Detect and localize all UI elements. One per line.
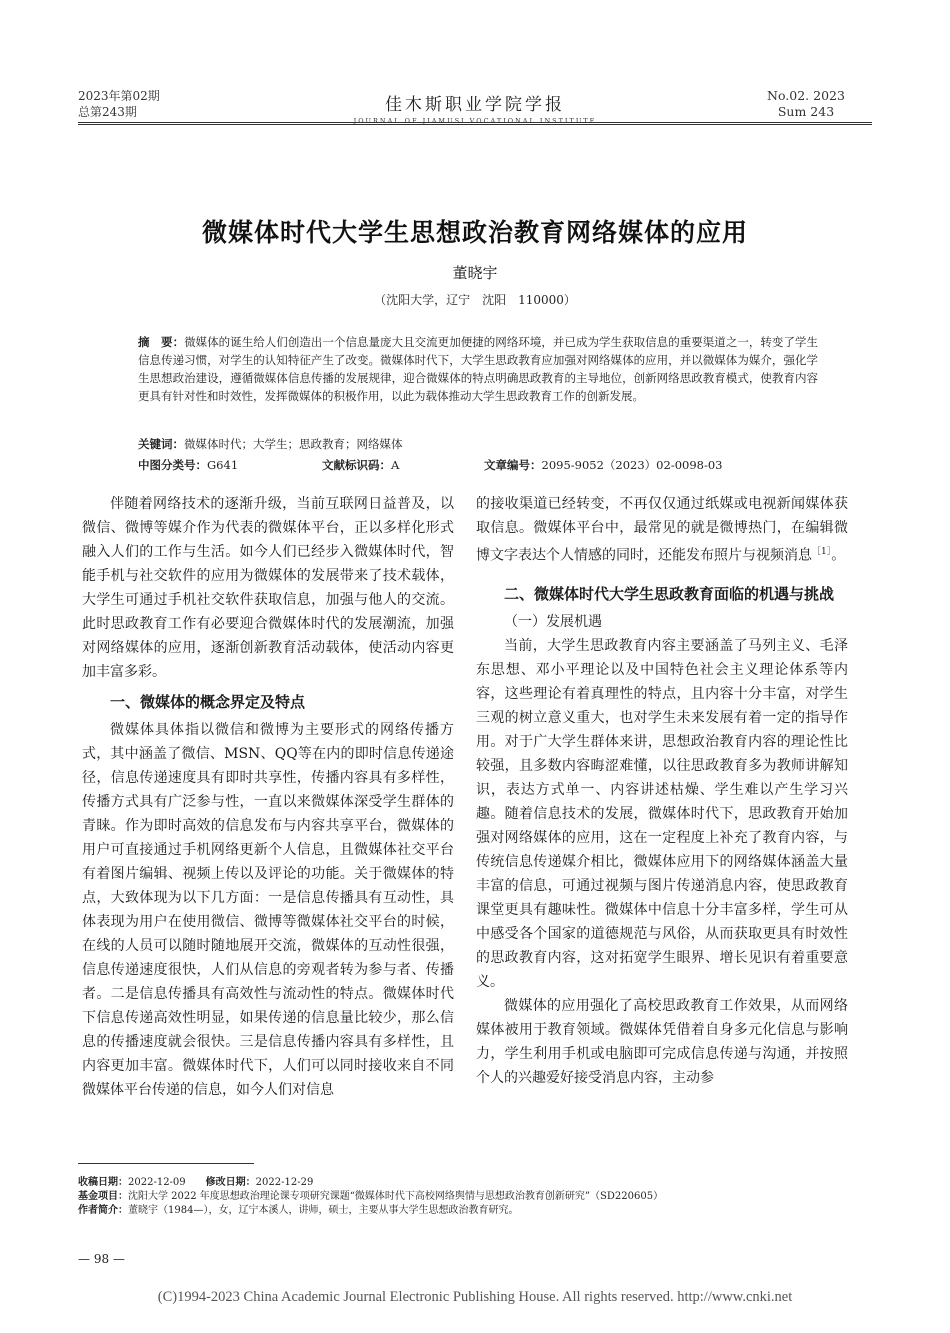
clc-label: 中图分类号： bbox=[138, 458, 207, 472]
opportunity-paragraph-1: 当前，大学生思政教育内容主要涵盖了马列主义、毛泽东思想、邓小平理论以及中国特色社会主义理论体系等内容，这些理论有着真理性的特点，且内容十分丰富，对学生三观的树立意义重大，也对学生未来发展有着一定的指导作用。对于广大学生群体来讲，思想政治教育内容的理论性比较强，且多数内容晦涩难懂，以往思政教育多为教师讲解知识，表达方式单一、内容讲述枯燥、学生难以产生学习兴趣。随着信息技术的发展，微媒体时代下，思政教育开始加强对网络媒体的应用，这在一定程度上补充了教育内容，与传统信息传递媒介相比，微媒体应用下的网络媒体涵盖大量丰富的信息，可通过视频与图片传递消息内容，使思政教育课堂更具有趣味性。微媒体中信息十分丰富多样，学生可从中感受各个国家的道德规范与风俗，从而获取更具有时效性的思政教育内容，这对拓宽学生眼界、增长见识有着重要意义。 bbox=[476, 637, 848, 990]
issue-year: 2023年第02期 bbox=[78, 89, 160, 103]
issue-sum: Sum 243 bbox=[777, 104, 835, 119]
body-column-left bbox=[82, 492, 454, 1102]
body-column-right bbox=[476, 492, 848, 1090]
keywords bbox=[138, 436, 403, 452]
footnote-rule bbox=[78, 1163, 254, 1164]
running-header-right bbox=[740, 88, 872, 120]
revised-label: 修改日期： bbox=[205, 1177, 256, 1188]
journal-title-en: JOURNAL OF JIAMUSI VOCATIONAL INSTITUTE bbox=[353, 117, 597, 125]
article-title: 微媒体时代大学生思想政治教育网络媒体的应用 bbox=[201, 218, 748, 247]
author-bio-text: 董晓宇（1984—），女，辽宁本溪人，讲师，硕士，主要从事大学生思想政治教育研究。 bbox=[128, 1205, 519, 1216]
section-2-heading: 二、微媒体时代大学生思政教育面临的机遇与挑战 bbox=[504, 584, 835, 603]
journal-title-cn: 佳木斯职业学院学报 bbox=[385, 95, 565, 115]
abstract bbox=[138, 333, 818, 405]
doc-code-value: A bbox=[391, 458, 400, 472]
issue-total: 总第243期 bbox=[78, 105, 137, 119]
fund-line bbox=[78, 1190, 878, 1204]
received-label: 收稿日期： bbox=[78, 1177, 128, 1188]
abstract-text: 微媒体的诞生给人们创造出一个信息量庞大且交流更加便捷的网络环境，并已成为学生获取信息的重要渠道之一，转变了学生信息传递习惯，对学生的认知特征产生了改变。微媒体时代下，大学生思政教育应加强对网络媒体的应用，并以微媒体为媒介，强化学生思想政治建设，遵循微媒体信息传播的发展规律，迎合微媒体的特点明确思政教育的主导地位，创新网络思政教育模式，使教育内容更具有针对性和时效性，发挥微媒体的积极作用，以此为载体推动大学生思政教育工作的创新发展。 bbox=[138, 335, 818, 403]
author-bio-label: 作者简介： bbox=[78, 1205, 128, 1216]
author-affiliation: （沈阳大学，辽宁 沈阳 110000） bbox=[374, 293, 576, 307]
page-number: — 98 — bbox=[78, 1252, 125, 1266]
received-date: 2022-12-09 bbox=[128, 1177, 186, 1188]
clc-number bbox=[138, 457, 238, 473]
header-rule-double bbox=[78, 124, 872, 125]
section-1-paragraph: 微媒体具体指以微信和微博为主要形式的网络传播方式，其中涵盖了微信、MSN、QQ等在内的即时信息传递途径，信息传递速度具有即时共享性，传播内容具有多样性，传播方式具有广泛参与性，一直以来微媒体深受学生群体的青睐。作为即时高效的信息发布与内容共享平台，微媒体的用户可直接通过手机网络更新个人信息，且微媒体社交平台有着图片编辑、视频上传以及评论的功能。关于微媒体的特点，大致体现为以下几方面：一是信息传播具有互动性，具体表现为用户在使用微信、微博等微媒体社交平台的时候，在线的人员可以随时随地展开交流，微媒体的互动性很强，信息传递速度很快，人们从信息的旁观者转为参与者、传播者。二是信息传播具有高效性与流动性的特点。微媒体时代下信息传递高效性明显，如果传递的信息量比较少，那么信息的传播速度就会很快。三是信息传播内容具有多样性，且内容更加丰富。微媒体时代下，人们可以同时接收来自不同微媒体平台传递的信息，如今人们对信息 bbox=[82, 722, 454, 1098]
footnotes bbox=[78, 1176, 878, 1218]
keywords-label: 关键词： bbox=[138, 437, 184, 451]
revised-date: 2022-12-29 bbox=[255, 1177, 314, 1188]
author-bio-line bbox=[78, 1204, 878, 1218]
continued-end: 。 bbox=[831, 547, 846, 564]
date-line bbox=[78, 1176, 878, 1190]
keywords-text: 微媒体时代；大学生；思政教育；网络媒体 bbox=[184, 437, 403, 451]
article-no-value: 2095-9052（2023）02-0098-03 bbox=[541, 458, 723, 472]
journal-masthead bbox=[330, 90, 620, 125]
continued-text: 的接收渠道已经转变，不再仅仅通过纸媒或电视新闻媒体获取信息。微媒体平台中，最常见的就是微博热门，在编辑微博文字表达个人情感的同时，还能发布照片与视频消息 bbox=[476, 496, 848, 564]
issue-number: No.02. 2023 bbox=[767, 88, 845, 103]
clc-value: G641 bbox=[207, 458, 239, 472]
running-header-left bbox=[78, 88, 160, 120]
opportunity-paragraph-2: 微媒体的应用强化了高校思政教育工作效果，从而网络媒体被用于教育领域。微媒体凭借着自身多元化信息与影响力，学生利用手机或电脑即可完成信息传递与沟通，并按照个人的兴趣爱好接受消息内容，主动参 bbox=[476, 997, 848, 1086]
citation-1: ［1］ bbox=[812, 547, 832, 557]
header-rule bbox=[78, 122, 872, 123]
fund-label: 基金项目： bbox=[78, 1191, 128, 1202]
abstract-label: 摘 要： bbox=[138, 335, 185, 349]
article-number bbox=[484, 457, 723, 473]
fund-text: 沈阳大学 2022 年度思想政治理论课专项研究课题“微媒体时代下高校网络舆情与思想政治教育创新研究”（SD220605） bbox=[128, 1191, 664, 1202]
article-author: 董晓宇 bbox=[452, 264, 498, 282]
section-1-heading: 一、微媒体的概念界定及特点 bbox=[110, 693, 306, 711]
copyright-notice: (C)1994-2023 China Academic Journal Electronic Publishing House. All rights reserved. http://www.cnki.net bbox=[157, 1289, 793, 1305]
subsection-1-heading: （一）发展机遇 bbox=[504, 613, 602, 630]
intro-paragraph: 伴随着网络技术的逐渐升级，当前互联网日益普及，以微信、微博等媒介作为代表的微媒体平台，正以多样化形式融入人们的工作与生活。如今人们已经步入微媒体时代，智能手机与社交软件的应用为微媒体的发展带来了技术载体，大学生可通过手机社交软件获取信息，加强与他人的交流。此时思政教育工作有必要迎合微媒体时代的发展潮流，加强对网络媒体的应用，逐渐创新教育活动载体，使活动内容更加丰富多彩。 bbox=[82, 496, 454, 680]
continued-paragraph bbox=[476, 492, 848, 568]
document-code bbox=[322, 457, 399, 473]
doc-code-label: 文献标识码： bbox=[322, 458, 391, 472]
article-no-label: 文章编号： bbox=[484, 458, 542, 472]
